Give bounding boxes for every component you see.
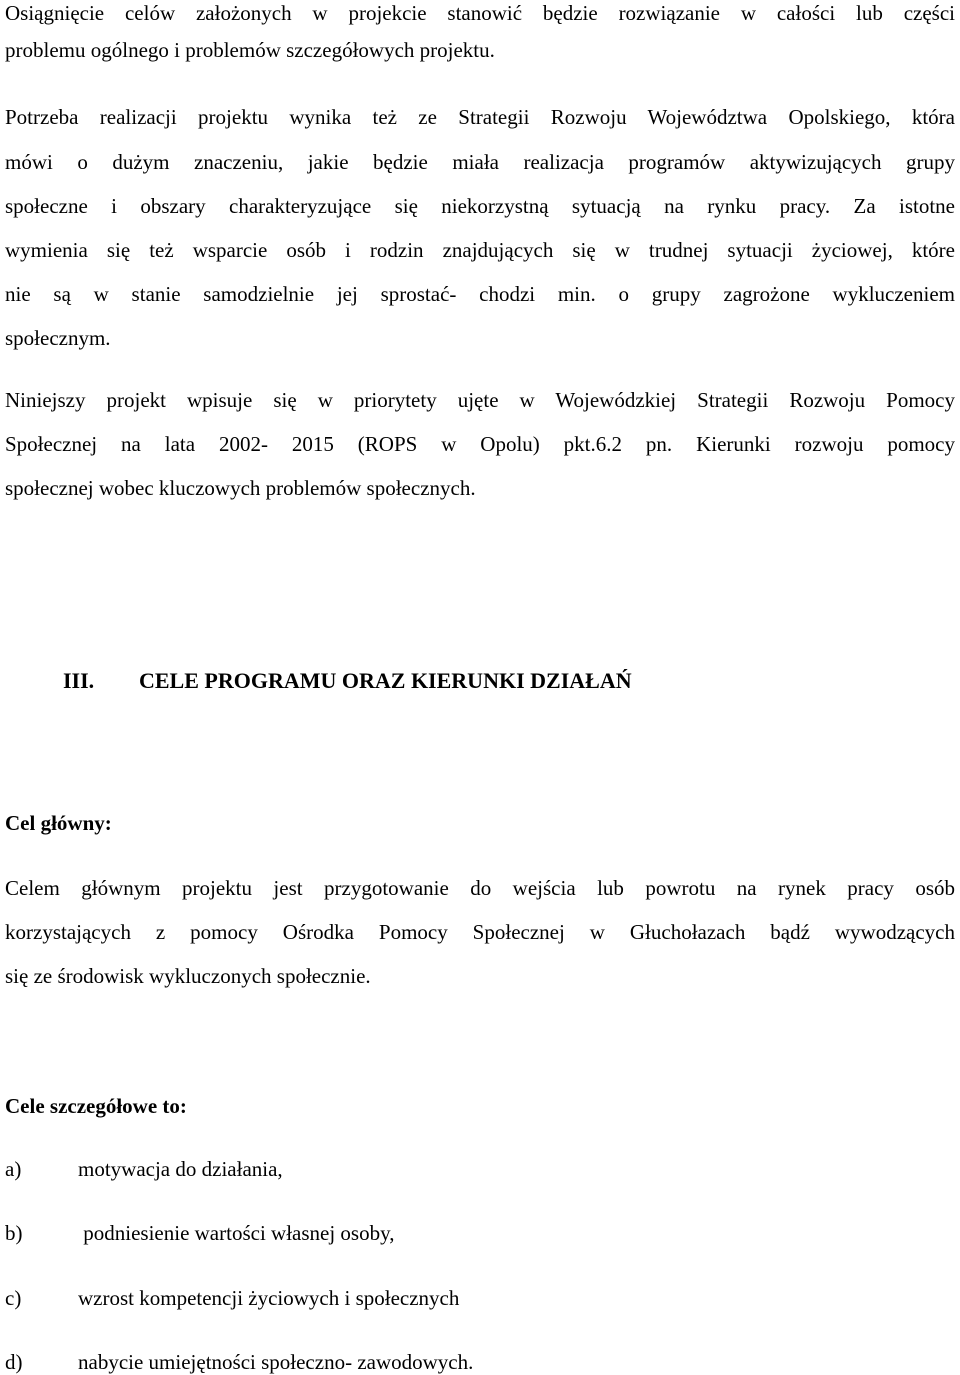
text-line: społecznej wobec kluczowych problemów społecznych. — [5, 476, 476, 500]
text-line: mówi o dużym znaczeniu, jakie będzie miała realizacja programów aktywizujących grupy — [5, 150, 955, 174]
text-line: Potrzeba realizacji projektu wynika też ze Strategii Rozwoju Województwa Opolskiego, która — [5, 105, 955, 129]
list-item-text: wzrost kompetencji życiowych i społecznych — [78, 1286, 460, 1310]
list-item — [5, 1285, 459, 1311]
list-marker: d) — [5, 1350, 23, 1374]
main-goal-heading: Cel główny: — [5, 811, 112, 835]
specific-goals-heading: Cele szczegółowe to: — [5, 1094, 187, 1118]
text-line: Społecznej na lata 2002- 2015 (ROPS w Opolu) pkt.6.2 pn. Kierunki rozwoju pomocy — [5, 432, 955, 456]
section-number: III. — [63, 668, 95, 693]
text-line: społecznym. — [5, 326, 111, 350]
text-line: nie są w stanie samodzielnie jej sprostać- chodzi min. o grupy zagrożone wykluczeniem — [5, 282, 955, 306]
text-line: się ze środowisk wykluczonych społecznie. — [5, 964, 371, 988]
text-line: Osiągnięcie celów założonych w projekcie stanowić będzie rozwiązanie w całości lub części — [5, 1, 955, 25]
list-item-text: nabycie umiejętności społeczno- zawodowych. — [78, 1350, 474, 1374]
list-item — [5, 1220, 395, 1246]
text-line: korzystających z pomocy Ośrodka Pomocy Społecznej w Głuchołazach bądź wywodzących — [5, 920, 955, 944]
text-line: wymienia się też wsparcie osób i rodzin znajdujących się w trudnej sytuacji życiowej, które — [5, 238, 955, 262]
text-line: społeczne i obszary charakteryzujące się niekorzystną sytuacją na rynku pracy. Za istotne — [5, 194, 955, 218]
section-heading — [63, 667, 632, 695]
list-item — [5, 1156, 283, 1182]
text-line: Niniejszy projekt wpisuje się w priorytety ujęte w Wojewódzkiej Strategii Rozwoju Pomocy — [5, 388, 955, 412]
list-marker: b) — [5, 1221, 23, 1245]
text-line: problemu ogólnego i problemów szczegółowych projektu. — [5, 38, 495, 62]
list-marker: c) — [5, 1286, 22, 1310]
list-item-text: podniesienie wartości własnej osoby, — [78, 1221, 395, 1245]
list-item — [5, 1349, 473, 1375]
text-line: Celem głównym projektu jest przygotowanie do wejścia lub powrotu na rynek pracy osób — [5, 876, 955, 900]
section-title: CELE PROGRAMU ORAZ KIERUNKI DZIAŁAŃ — [139, 668, 632, 693]
list-marker: a) — [5, 1157, 22, 1181]
list-item-text: motywacja do działania, — [78, 1157, 283, 1181]
